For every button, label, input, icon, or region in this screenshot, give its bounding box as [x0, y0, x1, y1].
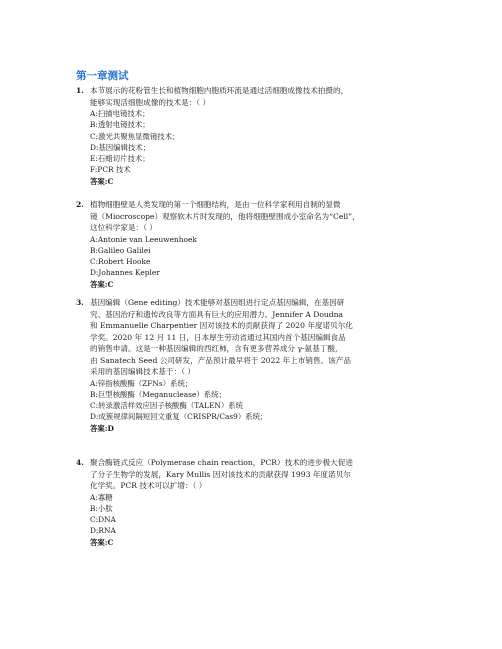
option-list	[90, 234, 436, 279]
question-number: 3.	[76, 298, 84, 307]
option-list	[90, 378, 436, 423]
option-c: C:DNA	[90, 515, 116, 525]
option-a: A:寡糖	[90, 492, 113, 502]
option-f: F:PCR 技术	[90, 165, 131, 175]
question-number: 1.	[76, 86, 84, 95]
option-a: A:锌指核酸酶（ZFNs）系统；	[90, 378, 193, 388]
option-e: E:石蜡切片技术；	[90, 154, 150, 164]
question-number: 4.	[76, 458, 84, 467]
option-d: D:基因编辑技术；	[90, 142, 151, 152]
question-4	[76, 457, 436, 548]
option-d: D:Johannes Kepler	[90, 268, 160, 278]
question-text: 植物细胞壁是人类发现的第一个细胞结构，是由一位科学家利用自制的显微 镜（Miocroscope）观察软木片时发现的，他将细胞壁围成小室命名为“Cell”， 这位科学家是：（ ）	[90, 200, 360, 232]
question-text: 本节展示的花粉管生长和植物细胞内胞质环流是通过活细胞成像技术拍摄的， 能够实现活细胞成像的技术是：（ ）	[90, 86, 349, 107]
question-2	[76, 199, 436, 290]
answer-label: 答案:C	[90, 537, 114, 547]
chapter-title: 第一章测试	[76, 70, 129, 82]
question-number: 2.	[76, 200, 84, 209]
question-text: 基因编辑（Gene editing）技术能够对基因组进行定点基因编辑，在基因研 究、基因治疗和遗传改良等方面具有巨大的应用潜力。Jennifer A Doudna 和 Emmanuelle Charpentier 因对该技术的贡献获得了 2020 年度诺贝尔化 学奖。2020 年 12 月 11 日，日本厚生劳动省通过其国内首个基因编辑食品 的销售申请。这是一种基因编辑的西红柿，含有更多营养成分 γ-氨基丁酸， 由 Sanatech Seed 公司研发，产品预计最早将于 2022 年上市销售。该产品 采用的基因编辑技术基于：（ ）	[90, 298, 353, 376]
option-b: B:巨型核酸酶（Meganuclease）系统；	[90, 389, 226, 399]
option-list	[90, 108, 436, 176]
question-3	[76, 297, 436, 434]
option-c: C:激光共聚焦显微镜技术；	[90, 131, 180, 141]
answer-label: 答案:C	[90, 176, 114, 186]
option-b: B:小肽	[90, 503, 113, 513]
question-text: 聚合酶链式反应（Polymerase chain reaction，PCR）技术的进步极大促进 了分子生物学的发展，Kary Mullis 因对该技术的贡献获得 1993 年度诺贝尔 化学奖。PCR 技术可以扩增：（ ）	[90, 458, 353, 490]
option-c: C:Robert Hooke	[90, 257, 151, 267]
answer-label: 答案:C	[90, 279, 114, 289]
answer-label: 答案:D	[90, 423, 114, 433]
option-d: D:RNA	[90, 526, 116, 536]
option-a: A:Antonie van Leeuwenhoek	[90, 234, 197, 244]
question-1	[76, 85, 436, 187]
option-b: B:Galileo Galilei	[90, 245, 151, 255]
option-d: D:成簇规律间隔短回文重复（CRISPR/Cas9）系统；	[90, 412, 268, 422]
option-list	[90, 492, 436, 537]
option-b: B:透射电镜技术；	[90, 120, 150, 130]
option-a: A:扫描电镜技术；	[90, 109, 150, 118]
option-c: C:转录激活样效应因子核酸酶（TALEN）系统	[90, 401, 244, 411]
